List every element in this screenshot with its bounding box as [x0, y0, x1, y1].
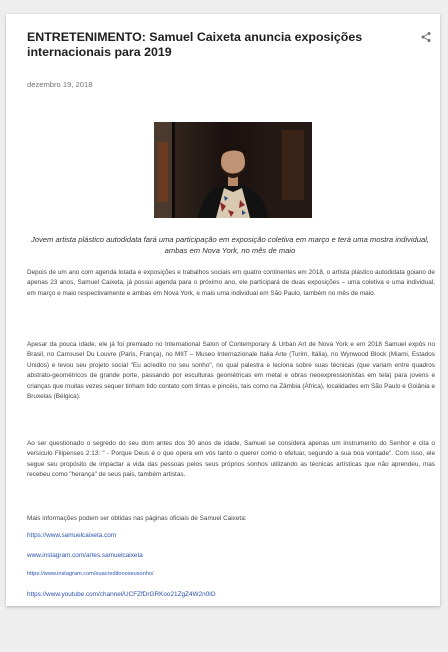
body-paragraph: Ao ser questionado o segredo do seu dom antes dos 30 anos de idade, Samuel se considera apenas um instrumento do Senhor e cita o versículo Filipenses 2:13: " - Porque Deus é o que opera em vós tanto o querer como o efetuar, segundo a sua boa vontade". Com isso, ele segue seu propósito de impactar a vida das pessoas pelos seus próprios sonhos utilizando as técnicas artísticas que não aprendeu, mas recebeu como "herança" de seus pais, também artistas. — [27, 440, 435, 479]
post-card — [6, 14, 440, 606]
instagram-artes-link[interactable]: www.instagram.com/artes.samuelcaixeta — [27, 552, 143, 559]
share-icon[interactable] — [420, 31, 432, 43]
more-info-text: Mais informações podem ser obtidas nas páginas oficiais de Samuel Caixeta: — [27, 515, 247, 522]
post-title[interactable]: ENTRETENIMENTO: Samuel Caixeta anuncia exposições internacionais para 2019 — [27, 30, 363, 59]
body-paragraph: Apesar da pouca idade, ele já foi premiado no International Salon of Contemporary & Urban Art de Nova York e em 2018 Samuel expôs no Brasil, no Carrousel Du Louvre (Paris, França), no MIIT – Museo Internazionale Italia Arte (Turim, Itália), no Wynwood Block (Miami, Estados Unidos) e levou seu projeto social "Eu acredito no seu sonho", no qual palestra e leciona sobre suas técnicas (que variam entre quadros abstrato-geométricos de grande porte, passando por esculturas geométricas em metal e obras neoexpressionistas em tela) para jovens e crianças que muitas vezes sequer tinham tido contato com tintas e pincéis, tais como na Zâmbia (África), localidades em São Paulo e Goiânia e Bruxelas (Bélgica). — [27, 341, 435, 401]
artist-photo[interactable] — [154, 122, 312, 218]
youtube-link[interactable]: https://www.youtube.com/channel/UCFZfDrGRKoo21ZgZ4W2n0lO — [27, 591, 216, 598]
photo-caption: Jovem artista plástico autodidata fará uma participação em exposição coletiva em março e terá uma mostra individual, ambas em Nova York, no mês de maio — [30, 235, 430, 256]
body-paragraph: Depois de um ano com agenda lotada e exposições e trabalhos sociais em quatro continentes em 2018, o artista plástico autodidata goiano de apenas 23 anos, Samuel Caixeta, já possui agenda para o próximo ano, ele participará de duas exposições – uma coletiva e uma individual, em março e maio respectivamente e ambas em Nova York, e mais uma individual em São Paulo, também no mês de maio. — [27, 269, 435, 297]
post-date[interactable]: dezembro 19, 2018 — [27, 80, 93, 89]
website-link[interactable]: https://www.samuelcaixeta.com — [27, 532, 117, 539]
instagram-sonho-link[interactable]: https://www.instagram.com/euacreditonoseusonho/ — [27, 571, 154, 577]
